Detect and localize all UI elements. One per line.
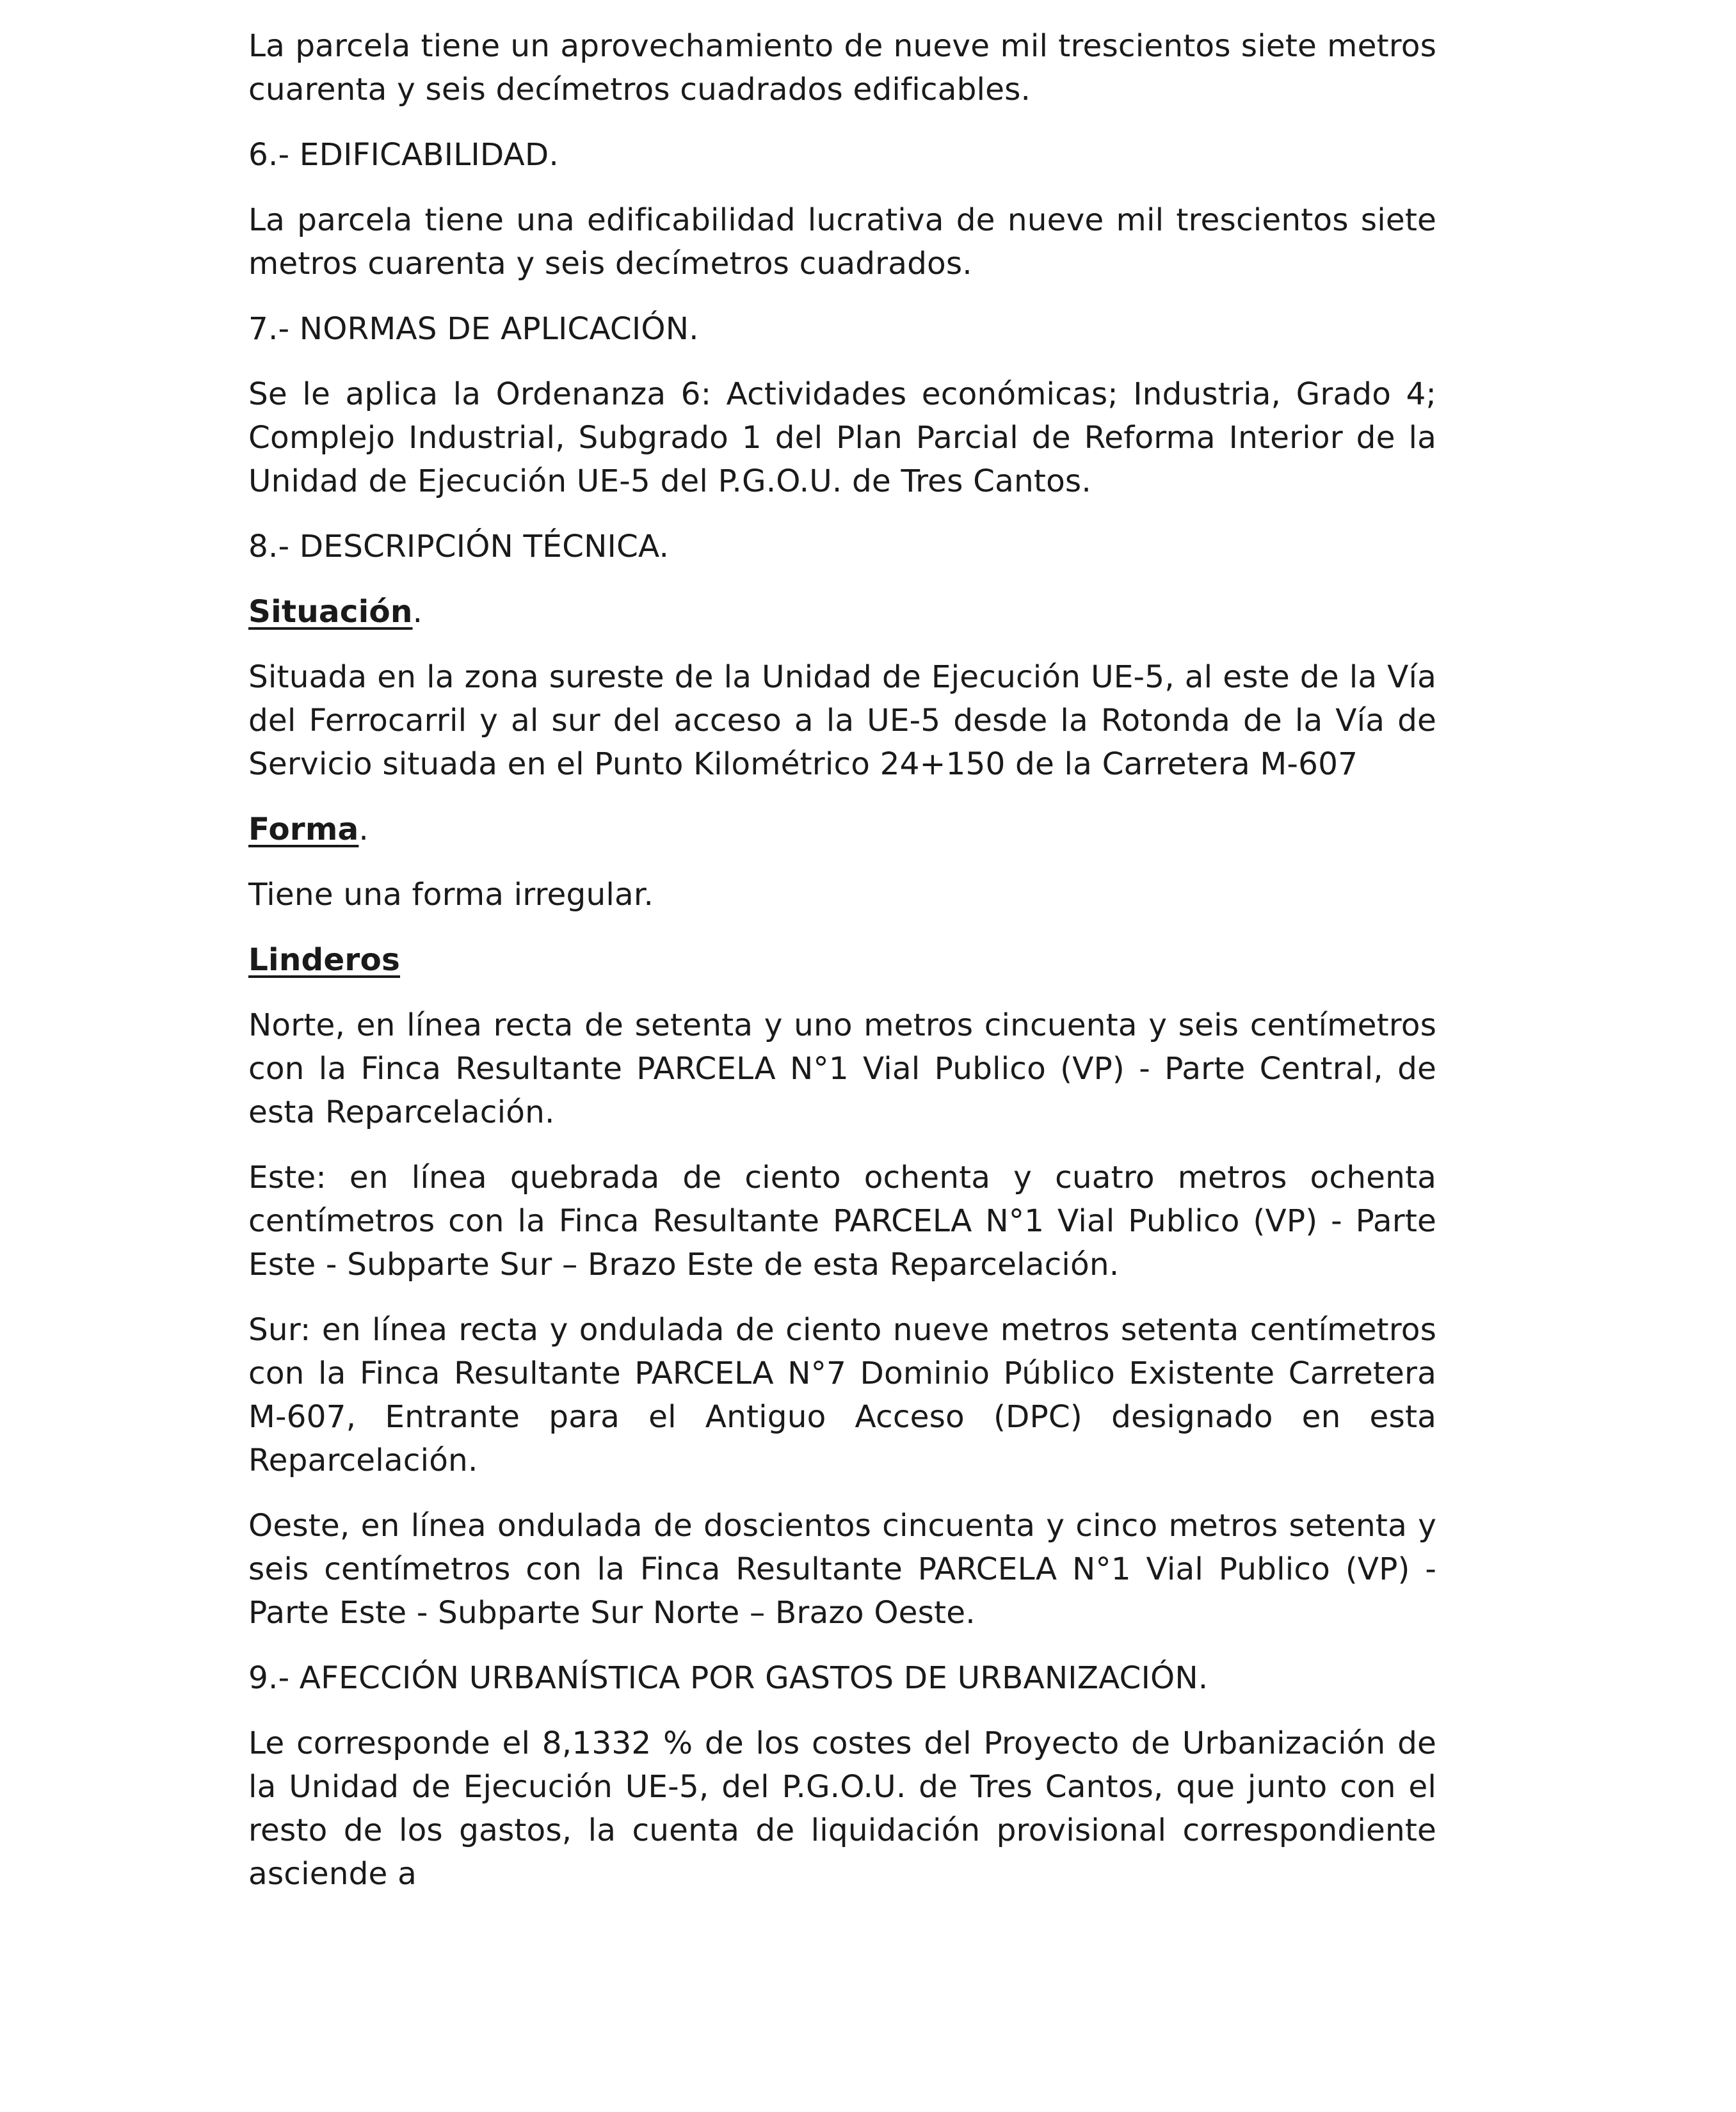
- forma-label: Forma: [248, 812, 359, 847]
- section-9-heading: 9.- AFECCIÓN URBANÍSTICA POR GASTOS DE URBANIZACIÓN.: [248, 1660, 1209, 1696]
- linderos-label: Linderos: [248, 942, 400, 978]
- section-8-heading: 8.- DESCRIPCIÓN TÉCNICA.: [248, 529, 670, 564]
- section-6-heading: 6.- EDIFICABILIDAD.: [248, 137, 559, 173]
- situacion-label: Situación: [248, 594, 413, 630]
- situacion-paragraph: Situada en la zona sureste de la Unidad de Ejecución UE-5, al este de la Vía del Ferrocarril y al sur del acceso a la UE-5 desde la Rotonda de la Vía de Servicio situada en el Punto Kilométrico 24+150 de la Carretera M-607: [248, 659, 1436, 782]
- normas-paragraph: Se le aplica la Ordenanza 6: Actividades económicas; Industria, Grado 4; Complejo Industrial, Subgrado 1 del Plan Parcial de Reforma Interior de la Unidad de Ejecución UE-5 del P.G.O.U. de Tres Cantos.: [248, 376, 1436, 499]
- forma-paragraph: Tiene una forma irregular.: [248, 877, 654, 913]
- situacion-subheading: [248, 590, 1436, 634]
- forma-subheading: [248, 808, 1436, 851]
- afeccion-paragraph: Le corresponde el 8,1332 % de los costes del Proyecto de Urbanización de la Unidad de Ejecución UE-5, del P.G.O.U. de Tres Cantos, que junto con el resto de los gastos, la cuenta de liquidación provisional correspondiente asciende a: [248, 1725, 1436, 1892]
- lindero-oeste-paragraph: Oeste, en línea ondulada de doscientos cincuenta y cinco metros setenta y seis centímetros con la Finca Resultante PARCELA N°1 Vial Publico (VP) - Parte Este - Subparte Sur Norte – Brazo Oeste.: [248, 1508, 1436, 1631]
- situacion-suffix: .: [412, 594, 423, 630]
- linderos-subheading: [248, 938, 1436, 982]
- lindero-sur-paragraph: Sur: en línea recta y ondulada de ciento nueve metros setenta centímetros con la Finca Resultante PARCELA N°7 Dominio Público Existente Carretera M-607, Entrante para el Antiguo Acceso (DPC) designado en esta Reparcelación.: [248, 1312, 1436, 1478]
- lindero-norte-paragraph: Norte, en línea recta de setenta y uno metros cincuenta y seis centímetros con la Finca Resultante PARCELA N°1 Vial Publico (VP) - Parte Central, de esta Reparcelación.: [248, 1007, 1436, 1130]
- lindero-este-paragraph: Este: en línea quebrada de ciento ochenta y cuatro metros ochenta centímetros con la Finca Resultante PARCELA N°1 Vial Publico (VP) - Parte Este - Subparte Sur – Brazo Este de esta Reparcelación.: [248, 1160, 1436, 1283]
- document-page: [248, 24, 1436, 1896]
- aprovechamiento-paragraph: La parcela tiene un aprovechamiento de nueve mil trescientos siete metros cuarenta y seis decímetros cuadrados edificables.: [248, 28, 1436, 108]
- section-7-heading: 7.- NORMAS DE APLICACIÓN.: [248, 311, 699, 347]
- forma-suffix: .: [358, 812, 369, 847]
- edificabilidad-paragraph: La parcela tiene una edificabilidad lucrativa de nueve mil trescientos siete metros cuarenta y seis decímetros cuadrados.: [248, 202, 1436, 282]
